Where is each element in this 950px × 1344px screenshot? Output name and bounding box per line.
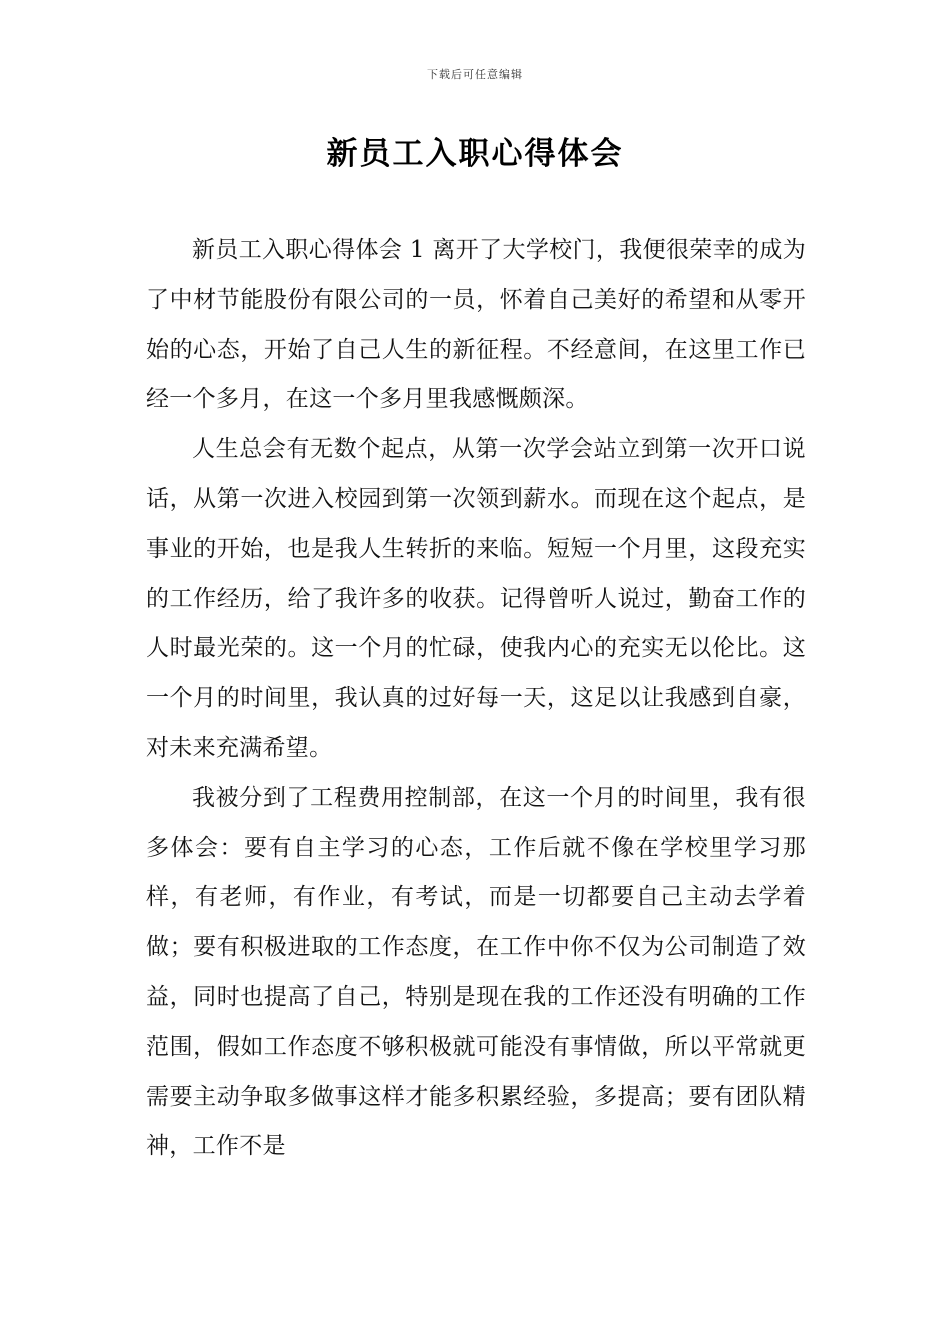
document-title: 新员工入职心得体会 bbox=[326, 136, 624, 172]
paragraph-1: 新员工入职心得体会 1 离开了大学校门，我便很荣幸的成为了中材节能股份有限公司的一员，怀着自己美好的希望和从零开始的心态，开始了自己人生的新征程。不经意间，在这里工作已经一个多月，在这一个多月里我感慨颇深。 bbox=[146, 237, 806, 413]
document-body bbox=[146, 226, 806, 1172]
header-note: 下载后可任意编辑 bbox=[427, 68, 523, 81]
paragraph-3: 我被分到了工程费用控制部，在这一个月的时间里，我有很多体会：要有自主学习的心态，工作后就不像在学校里学习那样，有老师，有作业，有考试，而是一切都要自己主动去学着做；要有积极进取的工作态度，在工作中你不仅为公司制造了效益，同时也提高了自己，特别是现在我的工作还没有明确的工作范围，假如工作态度不够积极就可能没有事情做，所以平常就更需要主动争取多做事这样才能多积累经验，多提高；要有团队精神，工作不是 bbox=[146, 784, 806, 1160]
paragraph-2: 人生总会有无数个起点，从第一次学会站立到第一次开口说话，从第一次进入校园到第一次领到薪水。而现在这个起点，是事业的开始，也是我人生转折的来临。短短一个月里，这段充实的工作经历，给了我许多的收获。记得曾听人说过，勤奋工作的人时最光荣的。这一个月的忙碌，使我内心的充实无以伦比。这一个月的时间里，我认真的过好每一天，这足以让我感到自豪，对未来充满希望。 bbox=[146, 436, 806, 761]
